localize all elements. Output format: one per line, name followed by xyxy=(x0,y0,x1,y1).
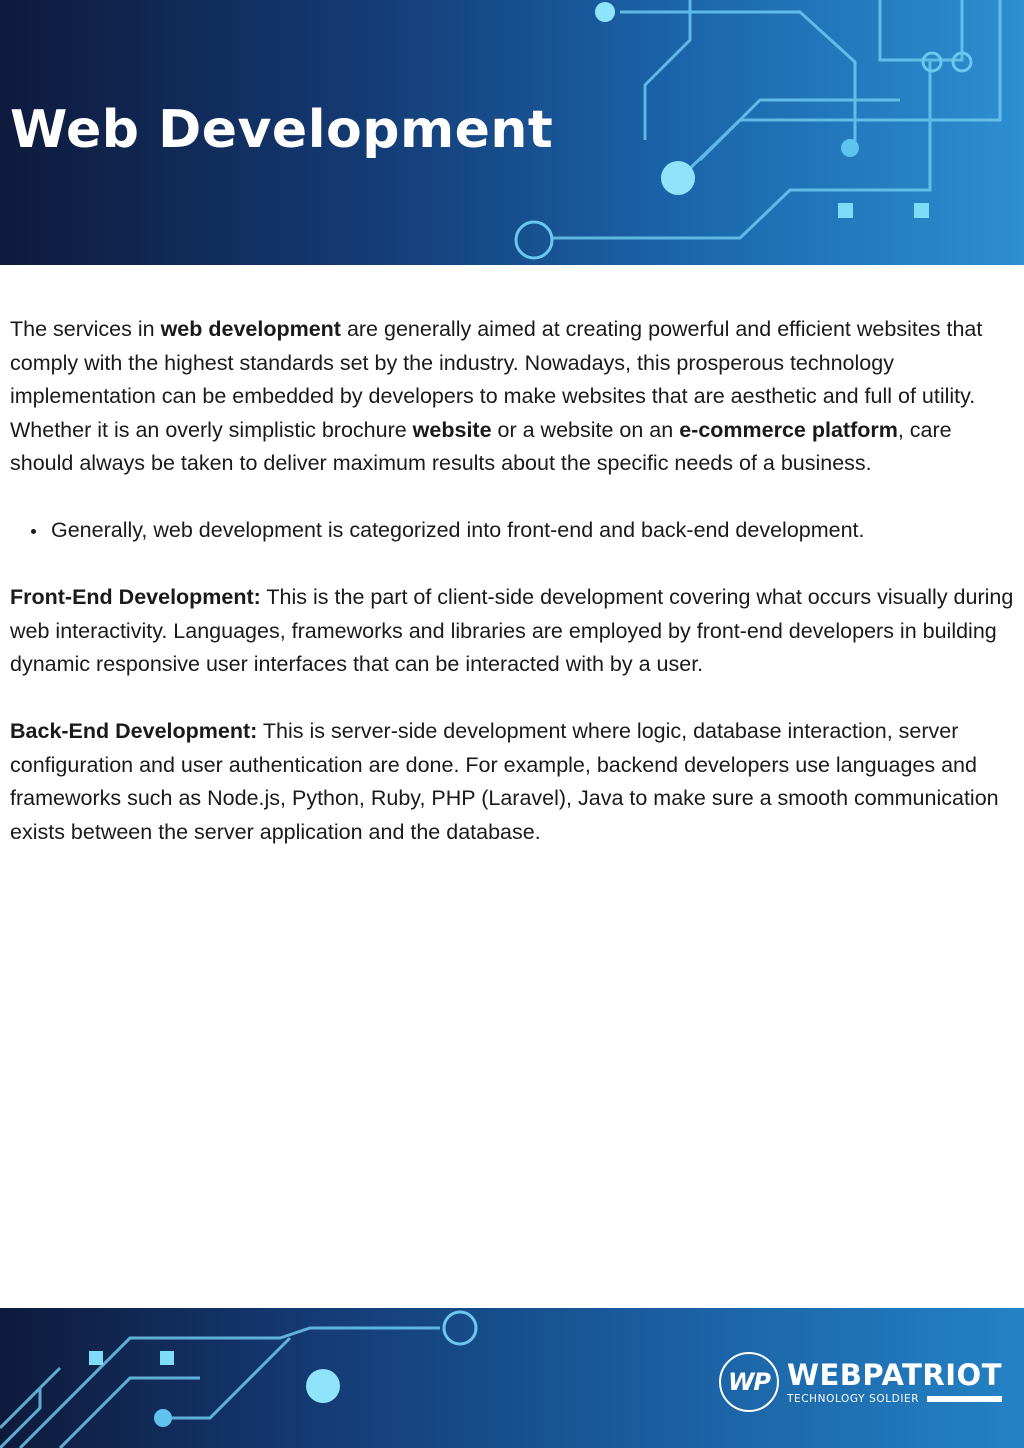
circuit-ring xyxy=(444,1312,476,1344)
circuit-ring xyxy=(923,53,941,71)
webpatriot-logo xyxy=(719,1350,1002,1414)
bullet-list xyxy=(10,514,1016,548)
intro-text: The services in xyxy=(10,317,161,341)
frontend-paragraph xyxy=(10,581,1016,682)
circuit-pad xyxy=(914,203,929,218)
intro-text: or a website on an xyxy=(491,417,680,442)
bullet-item: Generally, web development is categorized into front-end and back-end development. xyxy=(51,514,1016,548)
page-title: Web Development xyxy=(10,100,554,160)
logo-tagline: TECHNOLOGY SOLDIER xyxy=(786,1393,920,1405)
circuit-node xyxy=(841,139,859,157)
footer-banner xyxy=(0,1308,1024,1448)
logo-name: WEBPATRIOT xyxy=(786,1358,1002,1392)
article-body xyxy=(10,313,1016,849)
intro-text: are generally aimed at creating powerful and efficient websites that comply with the highest standards set by the industry. Nowadays, this prosperous technology implementation can be embedded by developers to make websites that are aesthetic and full of utility. Whether it is an overly simplistic brochure xyxy=(10,317,983,442)
circuit-node xyxy=(595,2,615,22)
circuit-node xyxy=(154,1409,172,1427)
circuit-pad xyxy=(838,203,853,218)
logo-underline xyxy=(927,1396,1002,1402)
intro-bold-website: website xyxy=(412,417,492,442)
backend-text: This is server-side development where logic, database interaction, server configuration and user authentication are done. For example, backend developers use languages and frameworks such as Node.js, Python, Ruby, PHP (Laravel), Java to make sure a smooth communication exists between the server application and the database. xyxy=(10,719,999,844)
intro-text: , care should always be taken to deliver maximum results about the specific needs of a business. xyxy=(10,417,952,475)
header-banner xyxy=(0,0,1024,265)
frontend-heading: Front-End Development: xyxy=(10,585,261,609)
intro-bold-ecommerce: e-commerce platform xyxy=(679,417,898,442)
circuit-node xyxy=(661,161,695,195)
backend-paragraph xyxy=(10,715,1016,849)
circuit-pad xyxy=(89,1351,103,1365)
circuit-node xyxy=(306,1369,340,1403)
intro-paragraph xyxy=(10,313,1016,481)
circuit-pad xyxy=(160,1351,174,1365)
circuit-ring xyxy=(516,222,552,258)
backend-heading: Back-End Development: xyxy=(10,719,258,743)
logo-badge: WP xyxy=(719,1352,779,1412)
intro-bold-web-development: web development xyxy=(160,317,341,341)
frontend-text: This is the part of client-side development covering what occurs visually during web interactivity. Languages, frameworks and libraries are employed by front-end developers in building dynamic responsive user interfaces that can be interacted with by a user. xyxy=(10,585,1014,676)
